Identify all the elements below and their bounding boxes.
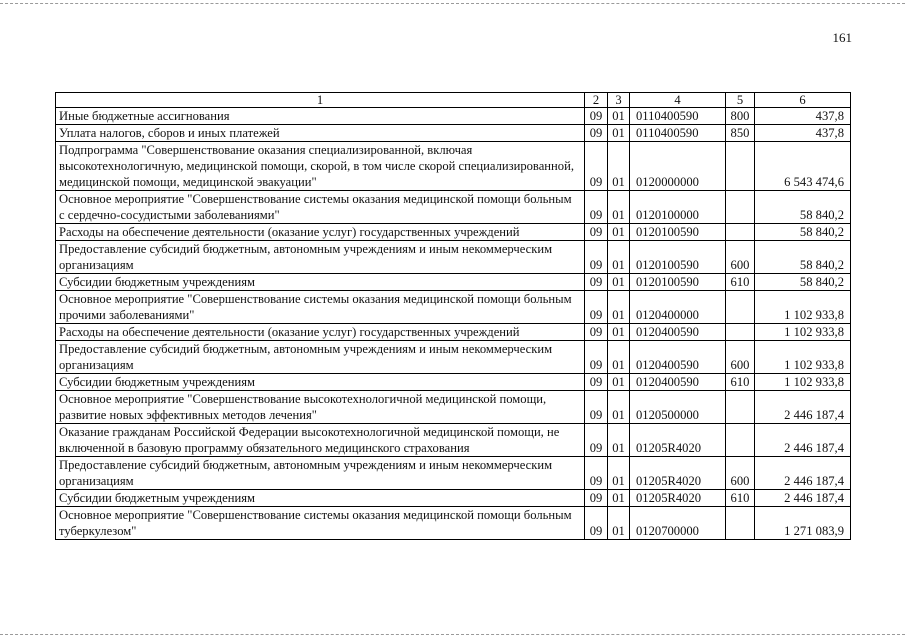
expense-type-cell — [726, 191, 755, 224]
expense-type-cell: 610 — [726, 274, 755, 291]
expense-type-cell — [726, 224, 755, 241]
table-row — [56, 374, 851, 391]
header-cell: 4 — [630, 93, 726, 108]
section-code-cell: 09 — [585, 374, 608, 391]
expense-type-cell: 600 — [726, 457, 755, 490]
row-name-cell: Основное мероприятие "Совершенствование высокотехнологичной медицинской помощи, развитие новых эффективных методов лечения" — [56, 391, 585, 424]
row-name-cell: Уплата налогов, сборов и иных платежей — [56, 125, 585, 142]
row-name-cell: Субсидии бюджетным учреждениям — [56, 274, 585, 291]
target-article-cell: 0120100590 — [630, 274, 726, 291]
subsection-code-cell: 01 — [608, 108, 630, 125]
section-code-cell: 09 — [585, 507, 608, 540]
amount-cell: 1 271 083,9 — [755, 507, 851, 540]
row-name-cell: Предоставление субсидий бюджетным, автономным учреждениям и иным некоммерческим организациям — [56, 241, 585, 274]
target-article-cell: 01205R4020 — [630, 424, 726, 457]
target-article-cell: 0110400590 — [630, 108, 726, 125]
expense-type-cell — [726, 324, 755, 341]
subsection-code-cell: 01 — [608, 391, 630, 424]
header-cell: 1 — [56, 93, 585, 108]
amount-cell: 2 446 187,4 — [755, 457, 851, 490]
budget-table — [55, 92, 851, 540]
expense-type-cell — [726, 507, 755, 540]
table-row — [56, 507, 851, 540]
subsection-code-cell: 01 — [608, 490, 630, 507]
table-row — [56, 324, 851, 341]
row-name-cell: Предоставление субсидий бюджетным, автономным учреждениям и иным некоммерческим организациям — [56, 341, 585, 374]
amount-cell: 58 840,2 — [755, 191, 851, 224]
row-name-cell: Основное мероприятие "Совершенствование системы оказания медицинской помощи больным прочими заболеваниями" — [56, 291, 585, 324]
subsection-code-cell: 01 — [608, 424, 630, 457]
amount-cell: 58 840,2 — [755, 224, 851, 241]
amount-cell: 58 840,2 — [755, 274, 851, 291]
target-article-cell: 0120100000 — [630, 191, 726, 224]
section-code-cell: 09 — [585, 125, 608, 142]
target-article-cell: 01205R4020 — [630, 490, 726, 507]
subsection-code-cell: 01 — [608, 291, 630, 324]
target-article-cell: 0120100590 — [630, 241, 726, 274]
subsection-code-cell: 01 — [608, 224, 630, 241]
amount-cell: 1 102 933,8 — [755, 291, 851, 324]
amount-cell: 2 446 187,4 — [755, 490, 851, 507]
table-header-row — [56, 93, 851, 108]
top-scan-edge — [0, 3, 905, 4]
amount-cell: 1 102 933,8 — [755, 324, 851, 341]
target-article-cell: 0120400590 — [630, 374, 726, 391]
table-row — [56, 142, 851, 191]
header-cell: 6 — [755, 93, 851, 108]
amount-cell: 2 446 187,4 — [755, 424, 851, 457]
expense-type-cell: 610 — [726, 490, 755, 507]
section-code-cell: 09 — [585, 424, 608, 457]
table-row — [56, 224, 851, 241]
target-article-cell: 01205R4020 — [630, 457, 726, 490]
subsection-code-cell: 01 — [608, 374, 630, 391]
subsection-code-cell: 01 — [608, 241, 630, 274]
subsection-code-cell: 01 — [608, 274, 630, 291]
table-row — [56, 490, 851, 507]
target-article-cell: 0120400590 — [630, 324, 726, 341]
row-name-cell: Субсидии бюджетным учреждениям — [56, 374, 585, 391]
target-article-cell: 0120400000 — [630, 291, 726, 324]
target-article-cell: 0120100590 — [630, 224, 726, 241]
expense-type-cell: 850 — [726, 125, 755, 142]
row-name-cell: Оказание гражданам Российской Федерации высокотехнологичной медицинской помощи, не включенной в базовую программу обязательного медицинского страхования — [56, 424, 585, 457]
target-article-cell: 0110400590 — [630, 125, 726, 142]
expense-type-cell — [726, 291, 755, 324]
table-row — [56, 291, 851, 324]
section-code-cell: 09 — [585, 490, 608, 507]
row-name-cell: Субсидии бюджетным учреждениям — [56, 490, 585, 507]
expense-type-cell: 610 — [726, 374, 755, 391]
table-row — [56, 457, 851, 490]
header-cell: 2 — [585, 93, 608, 108]
subsection-code-cell: 01 — [608, 324, 630, 341]
expense-type-cell — [726, 391, 755, 424]
row-name-cell: Подпрограмма "Совершенствование оказания специализированной, включая высокотехнологичную, медицинской помощи, скорой, в том числе скорой специализированной, медицинской помощи, медицинской эвакуации" — [56, 142, 585, 191]
amount-cell: 1 102 933,8 — [755, 341, 851, 374]
subsection-code-cell: 01 — [608, 457, 630, 490]
row-name-cell: Иные бюджетные ассигнования — [56, 108, 585, 125]
subsection-code-cell: 01 — [608, 341, 630, 374]
expense-type-cell — [726, 142, 755, 191]
table-row — [56, 341, 851, 374]
subsection-code-cell: 01 — [608, 142, 630, 191]
table-row — [56, 191, 851, 224]
bottom-scan-edge — [0, 634, 905, 635]
expense-type-cell: 800 — [726, 108, 755, 125]
header-cell: 3 — [608, 93, 630, 108]
target-article-cell: 0120400590 — [630, 341, 726, 374]
table-row — [56, 424, 851, 457]
expense-type-cell: 600 — [726, 241, 755, 274]
row-name-cell: Основное мероприятие "Совершенствование системы оказания медицинской помощи больным с сердечно-сосудистыми заболеваниями" — [56, 191, 585, 224]
table-row — [56, 274, 851, 291]
table-row — [56, 108, 851, 125]
expense-type-cell — [726, 424, 755, 457]
table-row — [56, 391, 851, 424]
target-article-cell: 0120700000 — [630, 507, 726, 540]
target-article-cell: 0120000000 — [630, 142, 726, 191]
amount-cell: 58 840,2 — [755, 241, 851, 274]
amount-cell: 437,8 — [755, 108, 851, 125]
section-code-cell: 09 — [585, 291, 608, 324]
section-code-cell: 09 — [585, 341, 608, 374]
header-cell: 5 — [726, 93, 755, 108]
subsection-code-cell: 01 — [608, 507, 630, 540]
table-row — [56, 241, 851, 274]
amount-cell: 1 102 933,8 — [755, 374, 851, 391]
row-name-cell: Расходы на обеспечение деятельности (оказание услуг) государственных учреждений — [56, 324, 585, 341]
expense-type-cell: 600 — [726, 341, 755, 374]
table-row — [56, 125, 851, 142]
section-code-cell: 09 — [585, 241, 608, 274]
row-name-cell: Расходы на обеспечение деятельности (оказание услуг) государственных учреждений — [56, 224, 585, 241]
section-code-cell: 09 — [585, 324, 608, 341]
amount-cell: 6 543 474,6 — [755, 142, 851, 191]
section-code-cell: 09 — [585, 274, 608, 291]
subsection-code-cell: 01 — [608, 125, 630, 142]
subsection-code-cell: 01 — [608, 191, 630, 224]
row-name-cell: Предоставление субсидий бюджетным, автономным учреждениям и иным некоммерческим организациям — [56, 457, 585, 490]
section-code-cell: 09 — [585, 108, 608, 125]
target-article-cell: 0120500000 — [630, 391, 726, 424]
section-code-cell: 09 — [585, 191, 608, 224]
section-code-cell: 09 — [585, 142, 608, 191]
row-name-cell: Основное мероприятие "Совершенствование системы оказания медицинской помощи больным туберкулезом" — [56, 507, 585, 540]
section-code-cell: 09 — [585, 391, 608, 424]
section-code-cell: 09 — [585, 457, 608, 490]
amount-cell: 2 446 187,4 — [755, 391, 851, 424]
page-number: 161 — [832, 30, 852, 45]
amount-cell: 437,8 — [755, 125, 851, 142]
section-code-cell: 09 — [585, 224, 608, 241]
